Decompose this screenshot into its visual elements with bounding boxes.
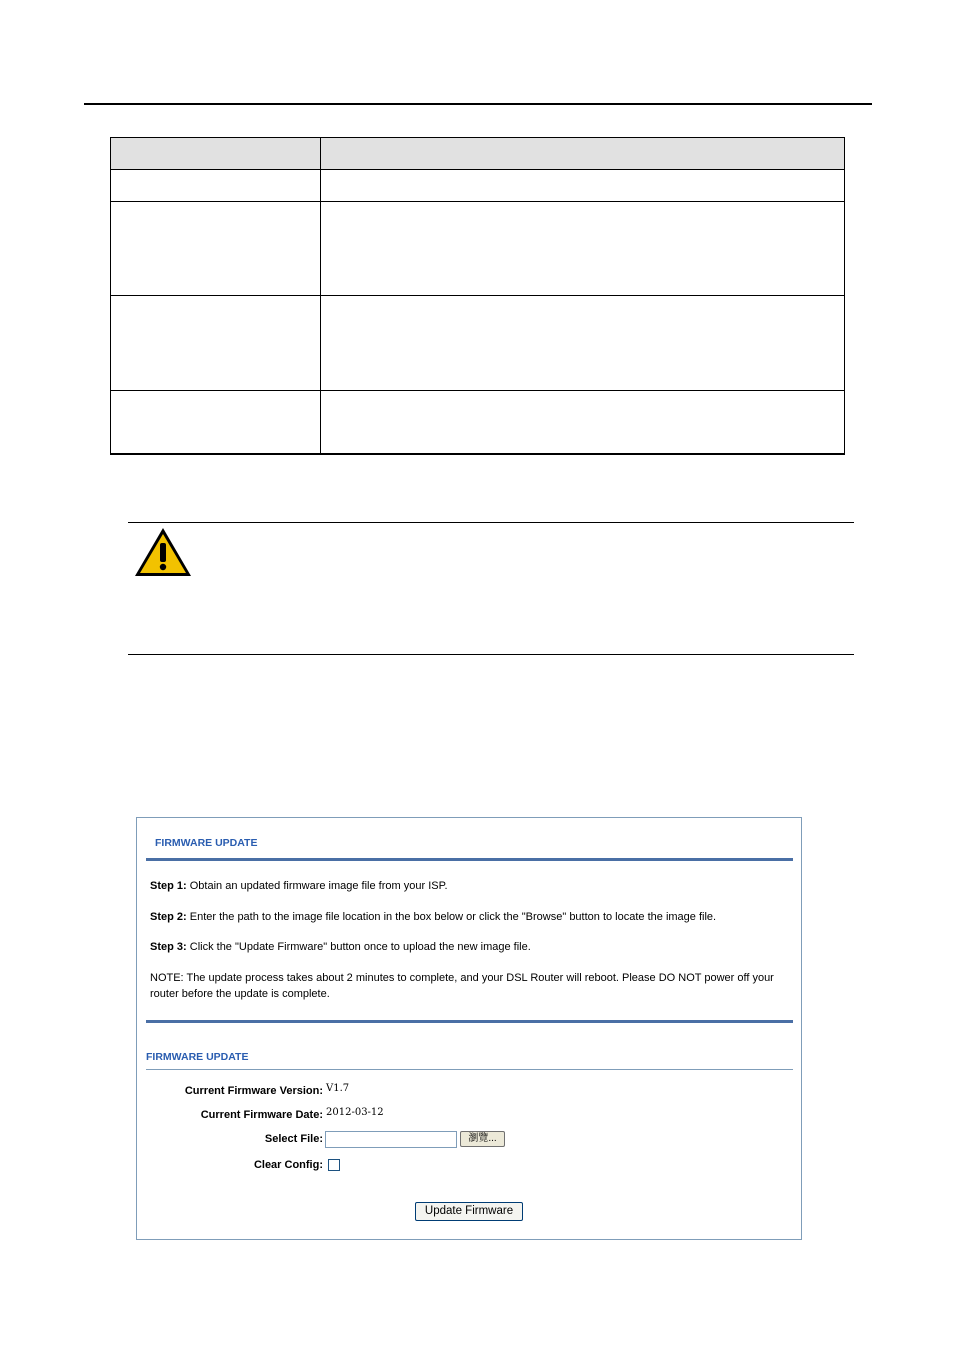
table-cell [111,202,321,296]
table-cell [321,138,845,170]
table-row [111,202,845,296]
date-label: Current Firmware Date: [200,1109,323,1121]
step-2 [150,909,790,925]
warning-bottom-rule [128,654,854,655]
step-3 [150,939,790,955]
table-row [111,391,845,455]
table-cell [321,296,845,391]
step-label: Step 2: [150,911,187,923]
table-row [111,296,845,391]
version-value: V1.7 [326,1083,350,1094]
firmware-update-panel [136,817,802,1240]
step-label: Step 1: [150,880,187,892]
section-underline [146,1069,793,1070]
firmware-date-row [137,1107,801,1125]
table-row [111,170,845,202]
table-header-row [111,138,845,170]
step-1 [150,878,790,894]
step-text: Enter the path to the image file location in the box below or click the "Browse" button to locate the image file. [186,911,717,923]
file-path-input[interactable] [325,1131,457,1148]
table-cell [111,296,321,391]
select-file-label: Select File: [264,1133,323,1145]
table-cell [111,391,321,455]
table-cell [321,391,845,455]
select-file-row [137,1131,801,1149]
date-value: 2012-03-12 [326,1107,384,1118]
table-cell [111,170,321,202]
clear-config-checkbox[interactable] [328,1159,340,1171]
update-firmware-button[interactable]: Update Firmware [415,1202,523,1221]
section-divider [146,1020,793,1023]
warning-icon [133,526,193,578]
table-cell [321,202,845,296]
header-rule [84,103,872,105]
step-text: Click the "Update Firmware" button once to upload the new image file. [186,941,531,953]
step-text: Obtain an updated firmware image file from your ISP. [186,880,448,892]
version-label: Current Firmware Version: [184,1085,323,1097]
section-title: FIRMWARE UPDATE [155,837,258,849]
clear-config-label: Clear Config: [253,1159,323,1171]
table-cell [321,170,845,202]
step-label: Step 3: [150,941,187,953]
table-cell [111,138,321,170]
note-text: NOTE: The update process takes about 2 minutes to complete, and your DSL Router will reboot. Please DO NOT power off your router before the update is complete. [150,972,774,1000]
warning-top-rule [128,522,854,523]
browse-button[interactable]: 瀏覽... [460,1131,505,1147]
clear-config-row [137,1157,801,1175]
parameter-table [110,137,845,455]
section-divider [146,858,793,861]
section-title: FIRMWARE UPDATE [146,1051,249,1063]
firmware-version-row [137,1083,801,1101]
